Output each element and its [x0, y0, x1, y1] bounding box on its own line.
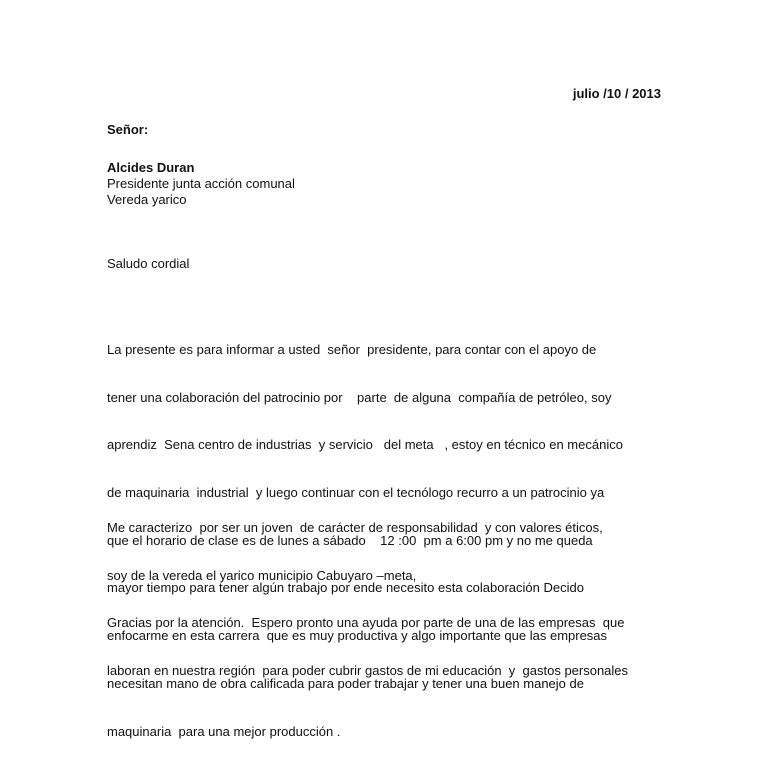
paragraph-line: Me caracterizo por ser un joven de carácter de responsabilidad y con valores éticos, — [107, 519, 603, 535]
paragraph-line: soy de la vereda el yarico municipio Cabuyaro –meta, — [107, 567, 417, 583]
recipient-place: Vereda yarico — [107, 192, 187, 207]
paragraph-line: laboran en nuestra región para poder cubrir gastos de mi educación y gastos personales — [107, 662, 629, 678]
letter-date: julio /10 / 2013 — [572, 86, 661, 101]
paragraph-line: enfocarme en esta carrera que es muy productiva y algo importante que las empresas — [107, 628, 608, 644]
paragraph-line: que el horario de clase es de lunes a sábado 12 :00 pm a 6:00 pm y no me queda — [107, 532, 593, 548]
greeting: Saludo cordial — [107, 256, 190, 271]
salutation: Señor: — [107, 122, 149, 137]
recipient-name: Alcides Duran — [107, 160, 195, 175]
paragraph-line: de maquinaria industrial y luego continuar con el tecnólogo recurro a un patrocinio ya — [107, 484, 605, 500]
paragraph-line: La presente es para informar a usted señor presidente, para contar con el apoyo de — [107, 341, 597, 357]
paragraph-line: necesitan mano de obra calificada para poder trabajar y tener una buen manejo de — [107, 675, 584, 691]
paragraph-line: aprendiz Sena centro de industrias y servicio del meta , estoy en técnico en mecánico — [107, 437, 623, 453]
recipient-title: Presidente junta acción comunal — [107, 176, 295, 191]
paragraph-line: tener una colaboración del patrocinio por parte de alguna compañía de petróleo, soy — [107, 389, 612, 405]
recipient-block — [107, 160, 295, 208]
paragraph-line: mayor tiempo para tener algún trabajo por ende necesito esta colaboración Decido — [107, 580, 584, 596]
paragraph-line: maquinaria para una mejor producción . — [107, 723, 341, 739]
body-paragraph-2 — [107, 488, 628, 711]
paragraph-line: Gracias por la atención. Espero pronto una ayuda por parte de una de las empresas que — [107, 615, 625, 631]
